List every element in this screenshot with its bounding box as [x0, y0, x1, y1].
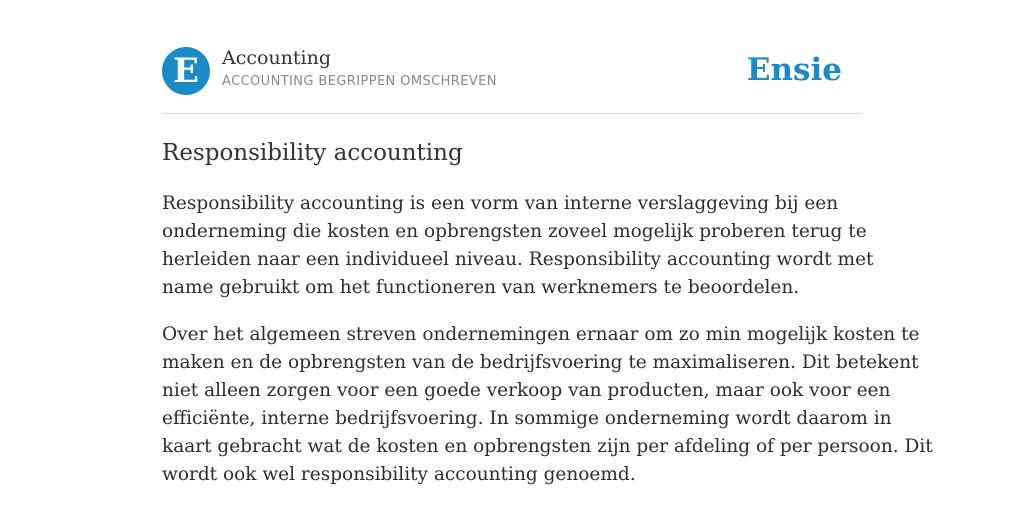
paragraph-line: herleiden naar een individueel niveau. Responsibility accounting wordt met	[162, 249, 874, 270]
paragraph-line: maken en de opbrengsten van de bedrijfsvoering te maximaliseren. Dit betekent	[162, 352, 919, 373]
brand-logo[interactable]: Ensie	[746, 52, 842, 88]
category-title[interactable]: Accounting	[222, 47, 332, 69]
paragraph-line: kaart gebracht wat de kosten en opbrengsten zijn per afdeling of per persoon. Dit	[162, 436, 933, 457]
article-paragraph-1	[162, 190, 874, 302]
article-paragraph-2	[162, 321, 933, 489]
site-logo[interactable]: E	[162, 47, 210, 95]
paragraph-line: niet alleen zorgen voor een goede verkoop van producten, maar ook voor een	[162, 380, 891, 401]
category-subtitle: ACCOUNTING BEGRIPPEN OMSCHREVEN	[222, 74, 497, 89]
article-title: Responsibility accounting	[162, 140, 463, 166]
paragraph-line: Over het algemeen streven ondernemingen ernaar om zo min mogelijk kosten te	[162, 324, 920, 345]
paragraph-line: onderneming die kosten en opbrengsten zoveel mogelijk proberen terug te	[162, 221, 867, 242]
paragraph-line: name gebruikt om het functioneren van werknemers te beoordelen.	[162, 277, 800, 298]
site-header	[162, 46, 862, 114]
paragraph-line: efficiënte, interne bedrijfsvoering. In sommige onderneming wordt daarom in	[162, 408, 892, 429]
paragraph-line: Responsibility accounting is een vorm van interne verslaggeving bij een	[162, 193, 839, 214]
paragraph-line: wordt ook wel responsibility accounting genoemd.	[162, 464, 636, 485]
